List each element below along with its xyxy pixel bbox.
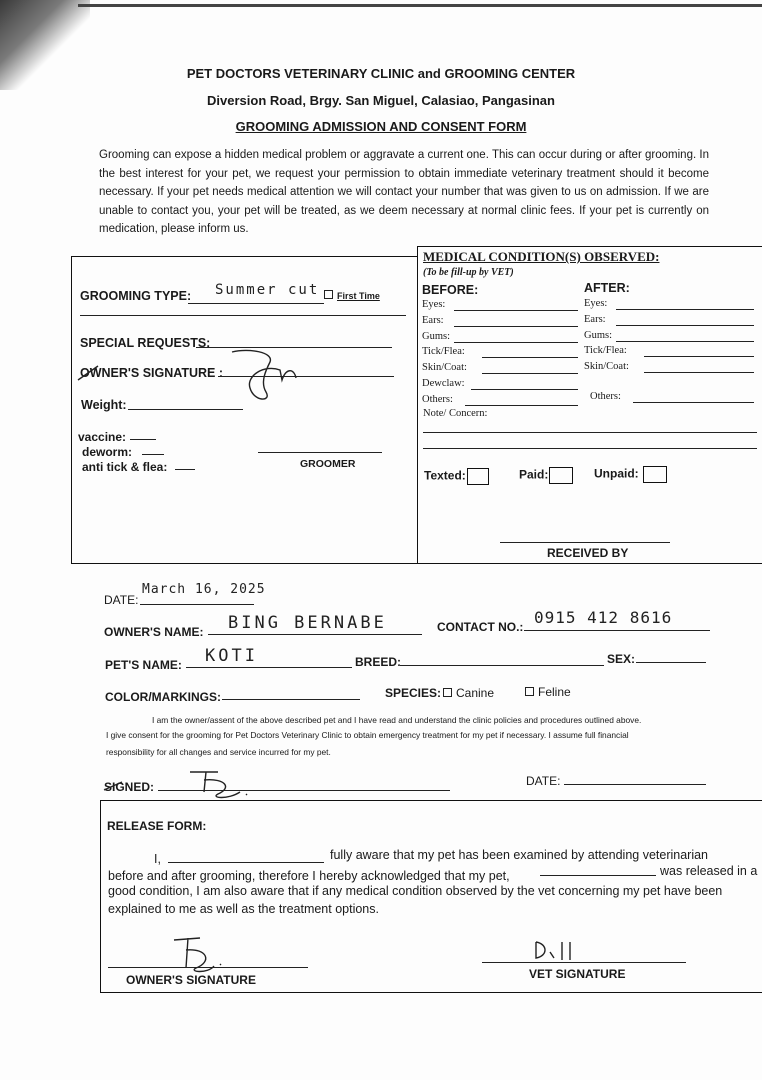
paid-checkbox[interactable] (549, 467, 573, 484)
canine-option[interactable] (443, 686, 494, 700)
release-pet-line[interactable] (540, 875, 656, 876)
before-item-label: Eyes: (422, 299, 446, 310)
canine-checkbox[interactable] (443, 688, 452, 697)
after-item-line[interactable] (616, 309, 754, 310)
owner-signature-drawing (74, 346, 304, 406)
release-line-2b: was released in a (660, 864, 758, 878)
before-item-line[interactable] (471, 389, 578, 390)
owner-name-label: OWNER'S NAME: (104, 625, 204, 639)
before-item-label: Others: (422, 394, 453, 405)
date-value[interactable]: March 16, 2025 (142, 582, 266, 597)
before-item-label: Gums: (422, 331, 451, 342)
medical-title: MEDICAL CONDITION(S) OBSERVED: (423, 249, 660, 264)
texted-option[interactable] (424, 468, 489, 485)
release-line-4: explained to me as well as the treatment options. (108, 902, 379, 916)
vaccine-line[interactable] (130, 439, 156, 440)
after-item-label: Eyes: (584, 298, 608, 309)
deworm-line[interactable] (142, 454, 164, 455)
after-item-line[interactable] (633, 402, 754, 403)
consent-text-3: responsibility for all changes and service incurred for my pet. (106, 747, 331, 757)
first-time-option[interactable] (324, 290, 380, 301)
before-item-line[interactable] (482, 373, 578, 374)
consent-date-label: DATE: (526, 774, 561, 788)
medical-subtitle: (To be fill-up by VET) (423, 267, 514, 278)
clinic-address: Diversion Road, Brgy. San Miguel, Calasiao, Pangasinan (207, 93, 555, 108)
before-item-label: Skin/Coat: (422, 362, 467, 373)
after-item-line[interactable] (616, 341, 754, 342)
vaccine-label: vaccine: (78, 430, 127, 444)
after-item-line[interactable] (616, 325, 754, 326)
release-line-1: fully aware that my pet has been examined by attending veterinarian (330, 848, 709, 862)
before-item-line[interactable] (454, 310, 578, 311)
before-item-label: Tick/Flea: (422, 346, 465, 357)
received-by-line[interactable] (500, 542, 670, 543)
feline-option[interactable] (525, 685, 571, 699)
color-markings-label: COLOR/MARKINGS: (105, 690, 221, 704)
texted-label: Texted: (424, 468, 466, 483)
before-label: BEFORE: (422, 283, 479, 297)
contact-label: CONTACT NO.: (437, 620, 524, 634)
contact-line[interactable] (524, 630, 710, 631)
before-item-line[interactable] (454, 326, 578, 327)
consent-date-line[interactable] (564, 784, 706, 785)
pet-name-label: PET'S NAME: (105, 658, 182, 672)
paid-label: Paid: (519, 467, 549, 482)
groomer-line[interactable] (258, 452, 382, 453)
release-owner-name-line[interactable] (168, 862, 324, 863)
unpaid-checkbox[interactable] (643, 466, 667, 483)
before-item-label: Ears: (422, 315, 444, 326)
signed-label: SIGNED: (104, 780, 155, 794)
owner-signature-release-label: OWNER'S SIGNATURE (126, 973, 256, 987)
canine-label: Canine (456, 686, 495, 700)
owner-name-value[interactable]: BING BERNABE (228, 613, 387, 633)
unpaid-option[interactable] (594, 466, 667, 483)
grooming-type-line (188, 303, 324, 304)
pet-name-line[interactable] (186, 667, 352, 668)
after-item-label: Tick/Flea: (584, 345, 627, 356)
owner-signature-label: OWNER'S SIGNATURE : (80, 366, 224, 380)
date-line[interactable] (140, 604, 254, 605)
anti-tick-line[interactable] (175, 469, 195, 470)
after-item-label: Ears: (584, 314, 606, 325)
grooming-type-extra-line (80, 315, 406, 316)
form-title (0, 119, 762, 134)
after-item-label: Gums: (584, 330, 613, 341)
release-line-3: good condition, I am also aware that if any medical condition observed by the vet concerning my pet have been (108, 884, 723, 898)
before-item-line[interactable] (465, 405, 578, 406)
form-title-text: GROOMING ADMISSION AND CONSENT FORM (235, 119, 527, 134)
grooming-type-value[interactable]: Summer cut (215, 282, 320, 298)
release-form-title: RELEASE FORM: (107, 819, 207, 833)
species-label: SPECIES: (385, 686, 442, 700)
received-by-label: RECEIVED BY (547, 546, 629, 560)
sex-label: SEX: (607, 652, 636, 666)
weight-line[interactable] (128, 409, 243, 410)
breed-label: BREED: (355, 655, 402, 669)
release-line-2a: before and after grooming, therefore I hereby acknowledged that my pet, (108, 869, 510, 883)
paid-option[interactable] (519, 467, 573, 484)
unpaid-label: Unpaid: (594, 466, 639, 481)
vet-signature-drawing (530, 938, 590, 968)
contact-value[interactable]: 0915 412 8616 (534, 608, 673, 627)
groomer-label: GROOMER (300, 458, 356, 470)
vet-signature-label: VET SIGNATURE (529, 967, 626, 981)
deworm-label: deworm: (82, 445, 133, 459)
clinic-name: PET DOCTORS VETERINARY CLINIC and GROOMING CENTER (186, 66, 576, 81)
note-line-1[interactable] (423, 432, 757, 433)
texted-checkbox[interactable] (467, 468, 489, 485)
after-item-label: Skin/Coat: (584, 361, 629, 372)
before-item-line[interactable] (482, 357, 578, 358)
pet-name-value[interactable]: KOTI (205, 646, 258, 666)
after-label: AFTER: (584, 281, 630, 295)
first-time-label: First Time (337, 291, 380, 301)
note-line-2[interactable] (423, 448, 757, 449)
release-i-label: I, (154, 852, 161, 866)
before-item-line[interactable] (454, 342, 578, 343)
note-concern-label: Note/ Concern: (423, 408, 488, 419)
first-time-checkbox[interactable] (324, 290, 333, 299)
special-requests-label: SPECIAL REQUESTS: (80, 336, 211, 350)
breed-line[interactable] (400, 665, 604, 666)
feline-checkbox[interactable] (525, 687, 534, 696)
after-item-line[interactable] (644, 356, 754, 357)
anti-tick-label: anti tick & flea: (82, 460, 168, 474)
before-item-label: Dewclaw: (422, 378, 465, 389)
weight-label: Weight: (81, 398, 127, 412)
date-label: DATE: (104, 593, 139, 607)
color-markings-line[interactable] (222, 699, 360, 700)
sex-line[interactable] (636, 662, 706, 663)
owner-name-line[interactable] (208, 634, 422, 635)
consent-text-2: I give consent for the grooming for Pet Doctors Veterinary Clinic to obtain emergency treatment for my pet if necessary. I assume full financial (106, 730, 629, 740)
grooming-type-label: GROOMING TYPE: (80, 289, 192, 303)
feline-label: Feline (538, 685, 571, 699)
intro-paragraph: Grooming can expose a hidden medical problem or aggravate a current one. This can occur during or after grooming. In the best interest for your pet, we request your permission to obtain immediate veterinary treatment should it become necessary. If your pet needs medical attention we will contact your number that was given to us on admission. If we are unable to contact you, your pet will be treated, as we deem necessary at normal clinic fees. If your pet is currently on medication, please inform us. (99, 149, 709, 235)
after-item-line[interactable] (644, 372, 754, 373)
scan-top-edge (78, 4, 762, 7)
after-item-label: Others: (590, 391, 621, 402)
consent-text-1: I am the owner/assent of the above described pet and I have read and understand the clinic policies and procedures outlined above. (152, 715, 642, 725)
